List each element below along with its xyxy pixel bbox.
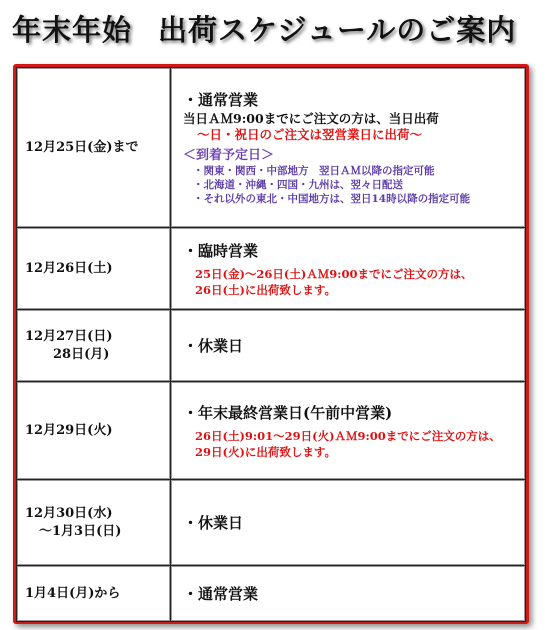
note-line: 26日(土)に出荷致します。 xyxy=(195,282,336,297)
row-description xyxy=(171,382,526,480)
table-row xyxy=(17,310,526,382)
arrival-item: ・それ以外の東北・中国地方は、翌日14時以降の指定可能 xyxy=(193,193,471,205)
row-date xyxy=(17,310,171,382)
note-line: 29日(火)に出荷致します。 xyxy=(195,444,336,459)
row-heading: ・休業日 xyxy=(183,513,244,532)
shipping-note xyxy=(183,266,519,298)
arrival-heading: ＜到着予定日＞ xyxy=(183,148,275,163)
table-row xyxy=(17,382,526,480)
date-line: 12月30日(水) xyxy=(25,505,113,521)
date-line: 1月4日(月)から xyxy=(25,585,121,601)
row-description xyxy=(171,310,526,382)
date-line: 12月27日(日) xyxy=(25,328,113,344)
schedule-table xyxy=(16,67,526,622)
row-date xyxy=(17,228,171,310)
holiday-note: ～日・祝日のご注文は翌営業日に出荷～ xyxy=(197,127,423,142)
row-heading: ・通常営業 xyxy=(183,91,259,109)
row-date xyxy=(17,68,171,228)
table-row xyxy=(17,480,526,566)
table-row xyxy=(17,566,526,622)
date-line: 12月25日(金)まで xyxy=(25,139,139,155)
note-line: 25日(金)～26日(土)ＡＭ9:00までにご注文の方は、 xyxy=(195,266,473,281)
date-line: 28日(月) xyxy=(53,346,110,362)
arrival-item: ・北海道・沖縄・四国・九州は、翌々日配送 xyxy=(193,179,403,191)
row-date xyxy=(17,382,171,480)
date-line: ～1月3日(日) xyxy=(39,523,122,539)
row-description xyxy=(171,480,526,566)
page-title xyxy=(12,8,538,52)
title-part-1: 年末年始 xyxy=(12,13,133,47)
note-line: 26日(土)9:01～29日(火)ＡＭ9:00までにご注文の方は、 xyxy=(195,428,501,443)
row-heading: ・年末最終営業日(午前中営業) xyxy=(183,403,393,422)
title-part-2: 出荷スケジュールのご案内 xyxy=(158,13,517,47)
date-line: 12月29日(火) xyxy=(25,422,113,438)
row-description xyxy=(171,68,526,228)
row-description xyxy=(171,228,526,310)
row-description xyxy=(171,566,526,622)
table-row xyxy=(17,68,526,228)
row-date xyxy=(17,566,171,622)
row-heading: ・休業日 xyxy=(183,336,244,355)
date-line: 12月26日(土) xyxy=(25,260,113,276)
row-heading: ・通常営業 xyxy=(183,584,259,603)
shipping-note xyxy=(183,428,519,460)
row-date xyxy=(17,480,171,566)
cutoff-line: 当日ＡＭ9:00までにご注文の方は、当日出荷 xyxy=(183,111,439,126)
arrival-item: ・関東・関西・中部地方 翌日ＡＭ以降の指定可能 xyxy=(193,165,435,177)
table-row xyxy=(17,228,526,310)
row-heading: ・臨時営業 xyxy=(183,241,259,260)
